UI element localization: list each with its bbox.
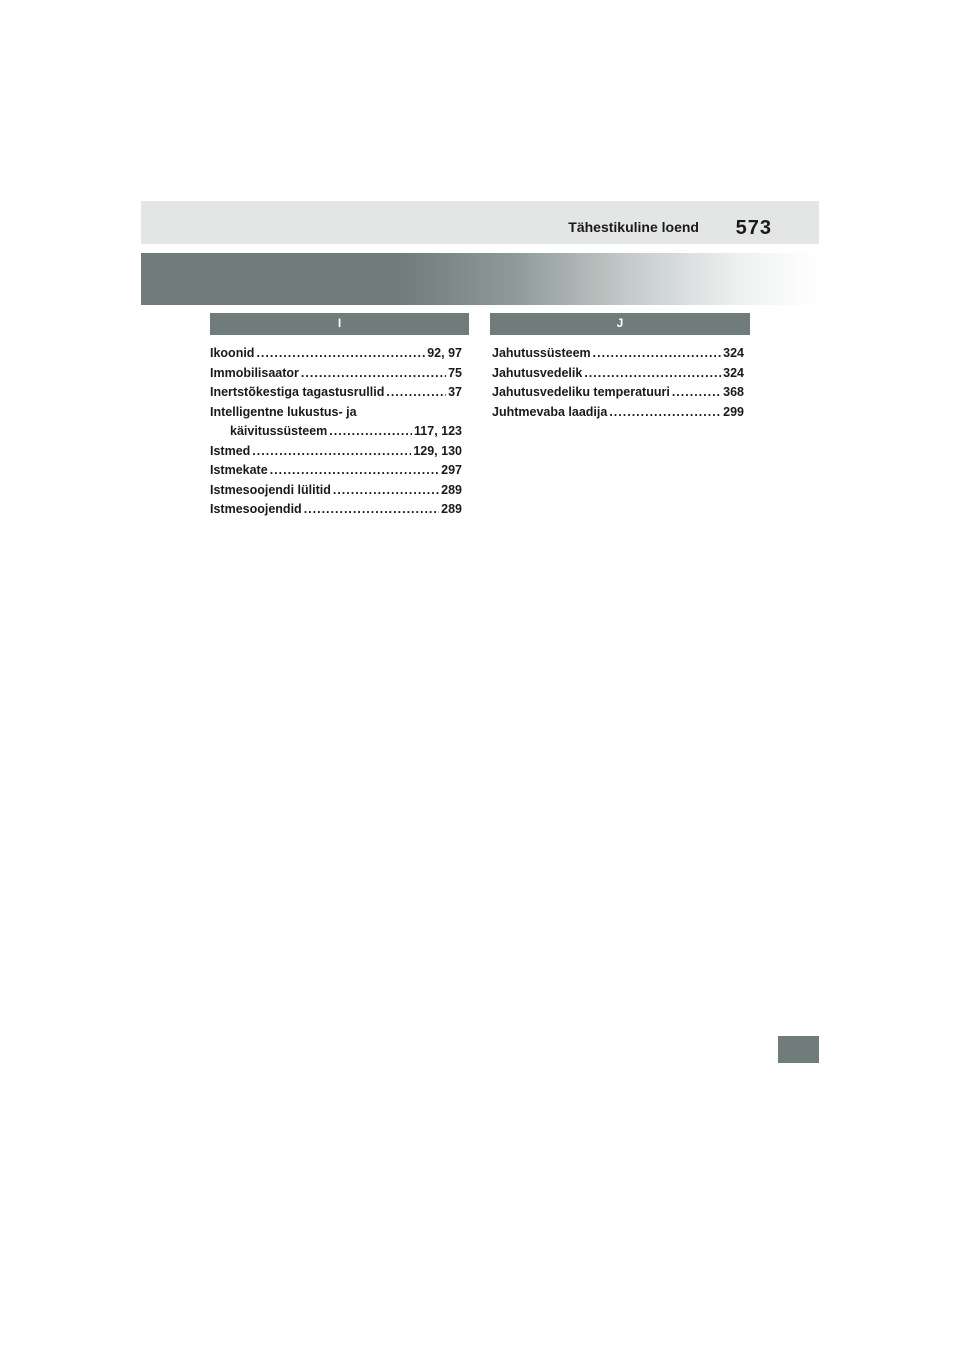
leader-dots — [256, 344, 425, 364]
index-column-i — [210, 344, 462, 520]
decorative-band — [141, 253, 819, 305]
index-entry — [210, 344, 462, 364]
index-entry — [210, 461, 462, 481]
entry-page: 75 — [448, 365, 462, 380]
entry-page: 324 — [723, 346, 744, 360]
leader-dots — [304, 500, 439, 520]
page-number: 573 — [735, 217, 772, 239]
leader-dots — [584, 364, 721, 384]
index-entry — [492, 403, 744, 423]
index-entry — [492, 344, 744, 364]
entry-term: Istmesoojendid — [210, 502, 302, 516]
entry-term: käivitussüsteem — [230, 424, 328, 438]
entry-page: 37 — [448, 385, 462, 399]
index-column-j — [492, 344, 744, 422]
index-entry — [210, 481, 462, 501]
index-entry — [210, 422, 462, 442]
entry-term: Istmed — [210, 443, 251, 458]
index-entry — [210, 403, 462, 423]
page-header — [141, 201, 819, 244]
entry-term: Intelligentne lukustus- ja — [210, 404, 357, 419]
entry-page: 289 — [441, 482, 462, 497]
leader-dots — [329, 422, 412, 442]
entry-page: 299 — [723, 404, 744, 419]
entry-page: 368 — [723, 385, 744, 399]
entry-term: Inertstõkestiga tagastusrullid — [210, 385, 385, 399]
index-entry — [210, 364, 462, 384]
header-title: Tähestikuline loend — [568, 219, 699, 235]
index-entry — [210, 383, 462, 403]
entry-page: 117, 123 — [414, 424, 462, 438]
entry-page: 129, 130 — [413, 443, 462, 458]
entry-term: Immobilisaator — [210, 365, 299, 380]
section-header-i: I — [210, 313, 469, 335]
entry-term: Istmesoojendi lülitid — [210, 482, 331, 497]
entry-term: Ikoonid — [210, 346, 255, 360]
entry-page: 324 — [723, 365, 744, 380]
leader-dots — [609, 403, 721, 423]
entry-term: Jahutussüsteem — [492, 346, 591, 360]
index-entry — [210, 442, 462, 462]
entry-term: Istmekate — [210, 463, 268, 477]
entry-term: Jahutusvedelik — [492, 365, 583, 380]
chapter-tab — [778, 1036, 819, 1063]
entry-page: 92, 97 — [427, 346, 462, 360]
leader-dots — [333, 481, 439, 501]
entry-term: Jahutusvedeliku temperatuuri — [492, 385, 670, 399]
leader-dots — [301, 364, 446, 384]
entry-page: 289 — [441, 502, 462, 516]
leader-dots — [672, 383, 721, 403]
index-entry — [210, 500, 462, 520]
leader-dots — [252, 442, 411, 462]
entry-page: 297 — [441, 463, 462, 477]
leader-dots — [593, 344, 721, 364]
index-entry — [492, 364, 744, 384]
leader-dots — [270, 461, 439, 481]
leader-dots — [386, 383, 446, 403]
entry-term: Juhtmevaba laadija — [492, 404, 608, 419]
index-entry — [492, 383, 744, 403]
section-header-j: J — [490, 313, 750, 335]
